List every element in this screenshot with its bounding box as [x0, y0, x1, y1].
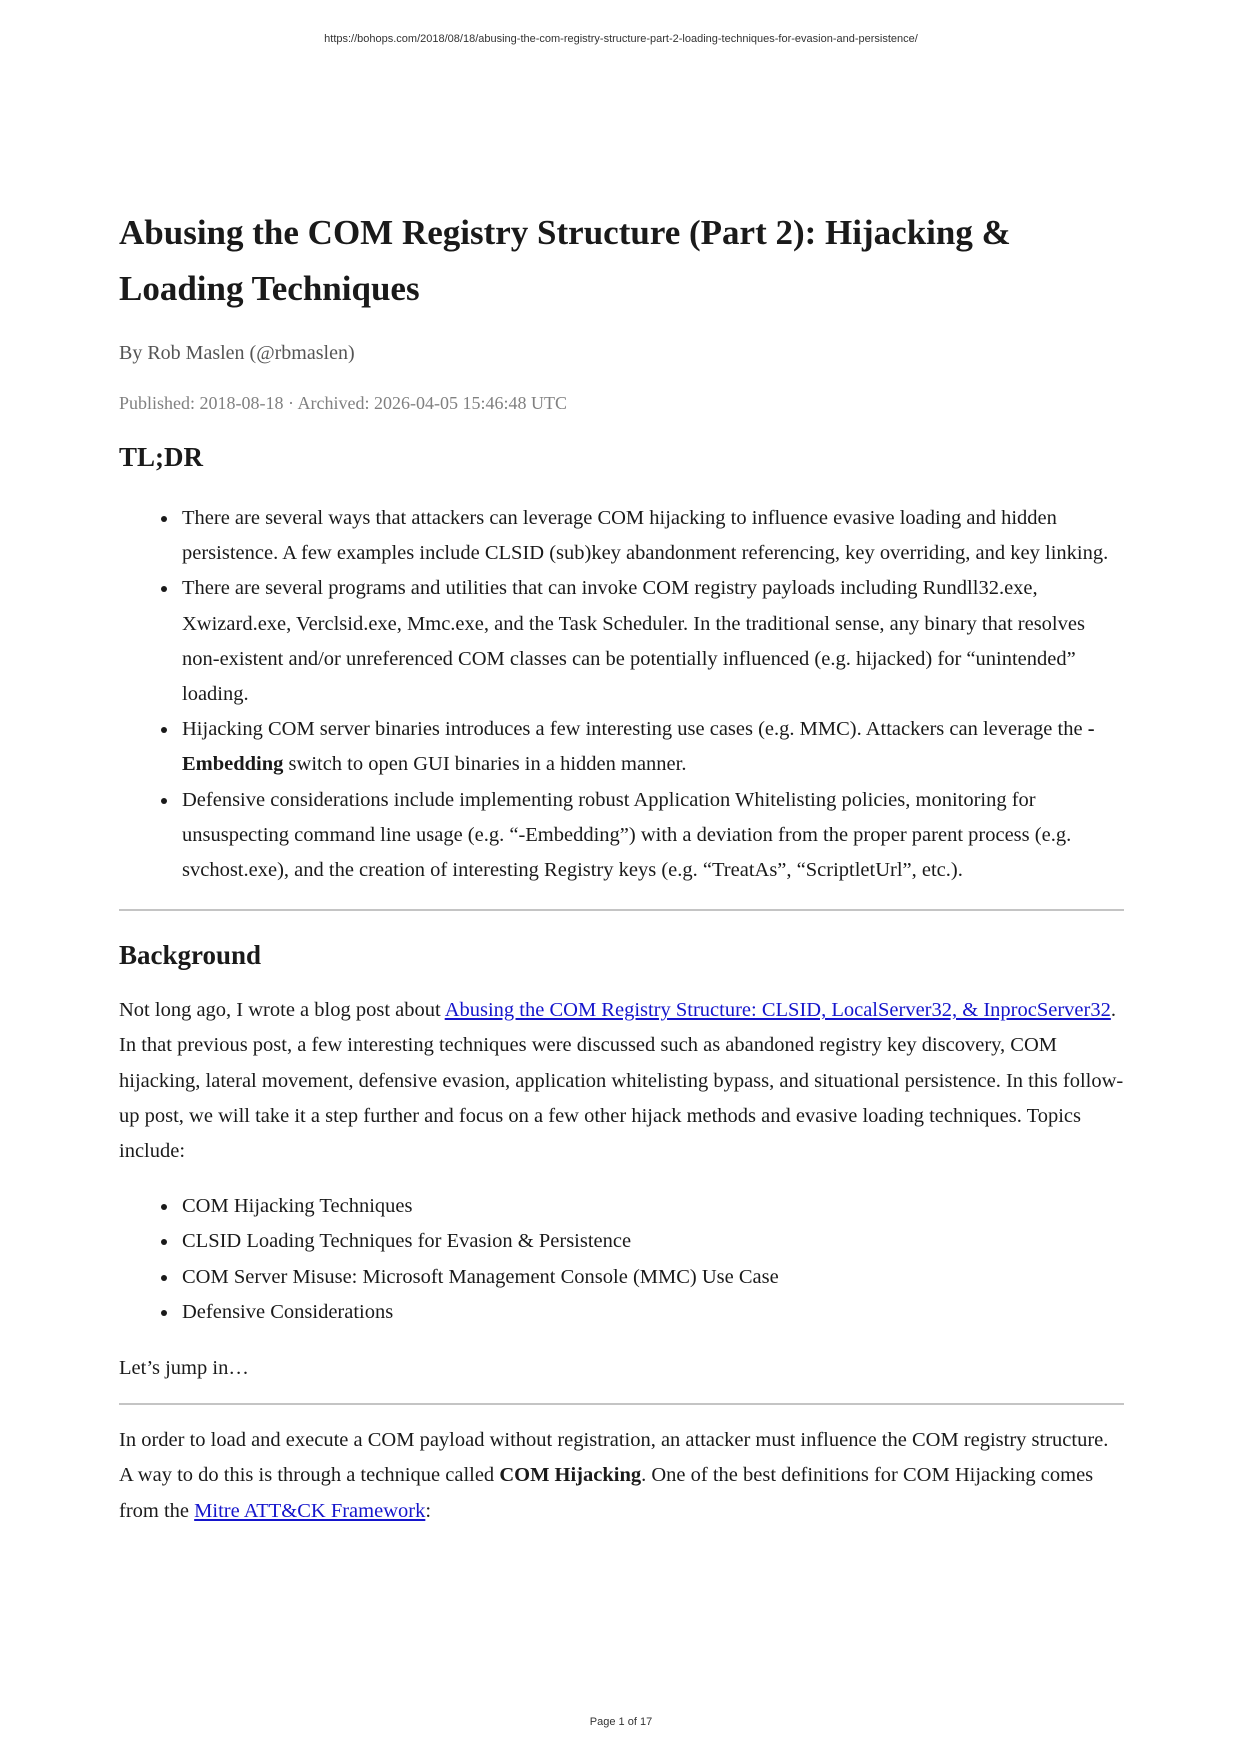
list-item-text: switch to open GUI binaries in a hidden manner.	[283, 753, 687, 776]
page-url: https://bohops.com/2018/08/18/abusing-the-com-registry-structure-part-2-loading-techniques-for-evasion-and-persistence/	[324, 33, 918, 45]
divider	[119, 909, 1124, 911]
paragraph-text: . In that previous post, a few interesting techniques were discussed such as abandoned registry key discovery, COM hijacking, lateral movement, defensive evasion, application whitelisting bypass, and situational persistence. In this follow-up post, we will take it a step further and focus on a few other hijack methods and evasive loading techniques. Topics include:	[119, 999, 1124, 1163]
list-item: COM Server Misuse: Microsoft Management Console (MMC) Use Case	[182, 1260, 1124, 1295]
paragraph-text: Not long ago, I wrote a blog post about	[119, 999, 445, 1022]
topics-list	[119, 1189, 1124, 1330]
article	[119, 205, 1124, 1529]
paragraph-text: . One of the best definitions for COM Hijacking comes from the	[119, 1464, 1094, 1522]
list-item: Defensive considerations include implementing robust Application Whitelisting policies, monitoring for unsuspecting command line usage (e.g. “-Embedding”) with a deviation from the proper parent process (e.g. svchost.exe), and the creation of interesting Registry keys (e.g. “TreatAs”, “ScriptletUrl”, etc.).	[182, 783, 1124, 889]
divider	[119, 1403, 1124, 1405]
background-paragraph	[119, 993, 1124, 1169]
page-number: Page 1 of 17	[589, 1716, 653, 1728]
list-item: There are several programs and utilities that can invoke COM registry payloads including Rundll32.exe, Xwizard.exe, Verclsid.exe, Mmc.exe, and the Task Scheduler. In the traditional sense, any binary that resolves non-existent and/or unreferenced COM classes can be potentially influenced (e.g. hijacked) for “unintended” loading.	[182, 571, 1124, 712]
tldr-heading: TL;DR	[119, 442, 204, 472]
embedding-switch: -Embedding	[182, 718, 1095, 776]
list-item	[182, 712, 1124, 782]
jump-in-text: Let’s jump in…	[119, 1357, 249, 1380]
list-item: Defensive Considerations	[182, 1295, 1124, 1330]
com-hijacking-term: COM Hijacking	[499, 1464, 642, 1487]
list-item: CLSID Loading Techniques for Evasion & Persistence	[182, 1224, 1124, 1259]
article-title: Abusing the COM Registry Structure (Part 2): Hijacking & Loading Techniques	[119, 213, 1011, 308]
paragraph-text: In order to load and execute a COM payload without registration, an attacker must influence the COM registry structure. A way to do this is through a technique called	[119, 1429, 1109, 1487]
previous-post-link[interactable]: Abusing the COM Registry Structure: CLSID, LocalServer32, & InprocServer32	[444, 999, 1111, 1022]
publish-meta: Published: 2018-08-18 · Archived: 2026-04-05 15:46:48 UTC	[119, 393, 567, 413]
mitre-attack-link[interactable]: Mitre ATT&CK Framework	[194, 1499, 426, 1522]
tldr-list	[119, 501, 1124, 888]
list-item: COM Hijacking Techniques	[182, 1189, 1124, 1224]
paragraph-text: :	[425, 1499, 432, 1522]
list-item: There are several ways that attackers can leverage COM hijacking to influence evasive loading and hidden persistence. A few examples include CLSID (sub)key abandonment referencing, key overriding, and key linking.	[182, 501, 1124, 571]
background-heading: Background	[119, 940, 262, 971]
intro-paragraph	[119, 1423, 1124, 1529]
list-item-text: Hijacking COM server binaries introduces a few interesting use cases (e.g. MMC). Attackers can leverage the	[182, 718, 1088, 741]
byline: By Rob Maslen (@rbmaslen)	[119, 342, 355, 364]
